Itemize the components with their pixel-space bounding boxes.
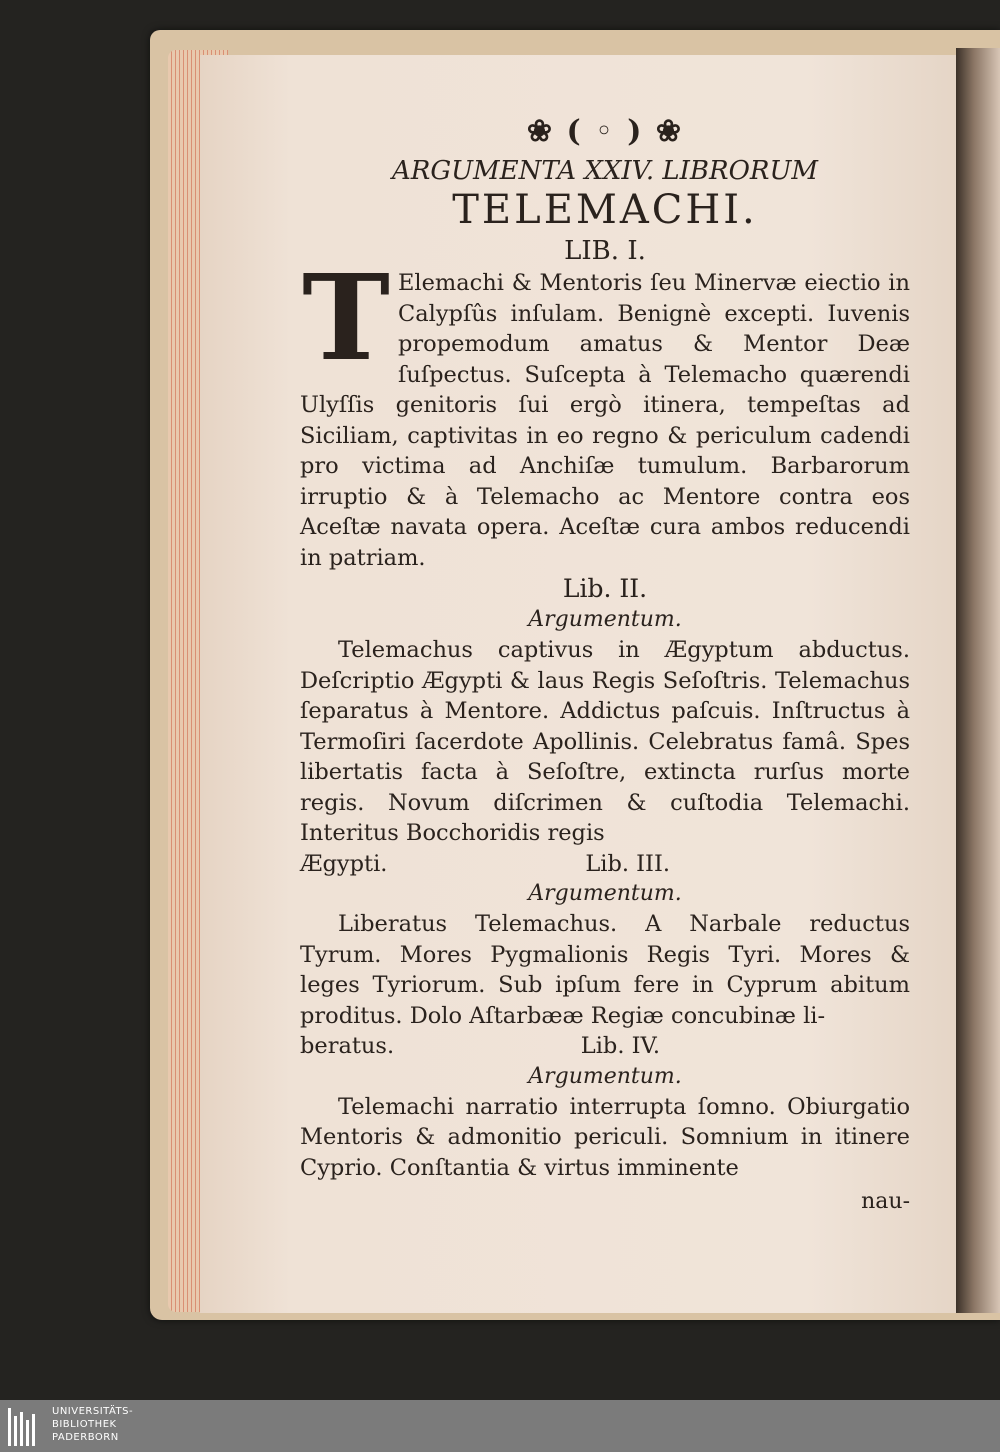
book3-heading: Lib. III. [585, 850, 670, 877]
book4-argumentum: Argumentum. [528, 1063, 682, 1089]
book2-argumentum: Argumentum. [528, 607, 682, 632]
title-argumenta: ARGUMENTA XXIV. LIBRORUM [391, 156, 819, 186]
book2-text: Telemachus captivus in Ægyptum abductus. Deſcriptio Ægypti & laus Regis Seſoſtris. Telemachus ſeparatus à Mentore. Addictus paſcuis. Inſtructus à Termoſiri ſacerdote Apollinis. Celebratus famâ. Spes libertatis facta à Seſoſtre, extincta rurſus morte regis. Novum diſcrimen & cuſtodia Telemachi. Interitus Bocchoridis regis [300, 637, 910, 846]
title-telemachi: TELEMACHI. [452, 187, 758, 233]
book4-heading: Lib. IV. [580, 1033, 660, 1059]
book3-last-word: beratus. [300, 1033, 395, 1059]
book3-text: Liberatus Telemachus. A Narbale reductus Tyrum. Mores Pygmalionis Regis Tyri. Mores & leges Tyriorum. Sub ipſum fere in Cyprum abitum proditus. Dolo Aſtarbææ Regiæ concubinæ li- [300, 911, 910, 1029]
library-line-1: UNIVERSITÄTS- [52, 1406, 134, 1417]
dropcap-letter: T [302, 248, 390, 387]
book2-end-row [300, 849, 910, 880]
book1-heading: LIB. I. [564, 236, 646, 266]
library-logo-icon [8, 1408, 44, 1446]
header-ornament: ❀ ( ◦ ) ❀ [526, 114, 684, 149]
book4-text: Telemachi narratio interrupta ſomno. Obiurgatio Mentoris & admonitio periculi. Somnium in itinere Cyprio. Conſtantia & virtus imminente [300, 1093, 910, 1181]
library-line-2: BIBLIOTHEK [52, 1419, 117, 1430]
library-name [52, 1405, 133, 1444]
catchword: nau- [861, 1189, 910, 1214]
library-line-3: PADERBORN [52, 1432, 119, 1443]
library-footer [0, 1400, 1000, 1452]
book2-heading: Lib. II. [562, 574, 648, 603]
book3-argumentum: Argumentum. [528, 881, 682, 906]
book3-end-row [300, 1031, 910, 1062]
page-text [300, 112, 910, 1217]
book-gutter [956, 48, 1000, 1313]
book1-text: Elemachi & Mentoris ſeu Minervæ eiectio in Calypſûs inſulam. Benignè excepti. Iuvenis propemodum amatus & Mentor Deæ ſuſpectus. Suſcepta à Telemacho quærendi Ulyſſis genitoris ſui ergò itinera, tempeſtas ad Siciliam, captivitas in eo regno & periculum cadendi pro victima ad Anchiſæ tumulum. Barbarorum irruptio & à Telemacho ac Mentore contra eos Aceſtæ navata opera. Aceſtæ cura ambos reducendi in patriam. [300, 270, 910, 571]
book2-last-word: Ægypti. [300, 850, 388, 877]
